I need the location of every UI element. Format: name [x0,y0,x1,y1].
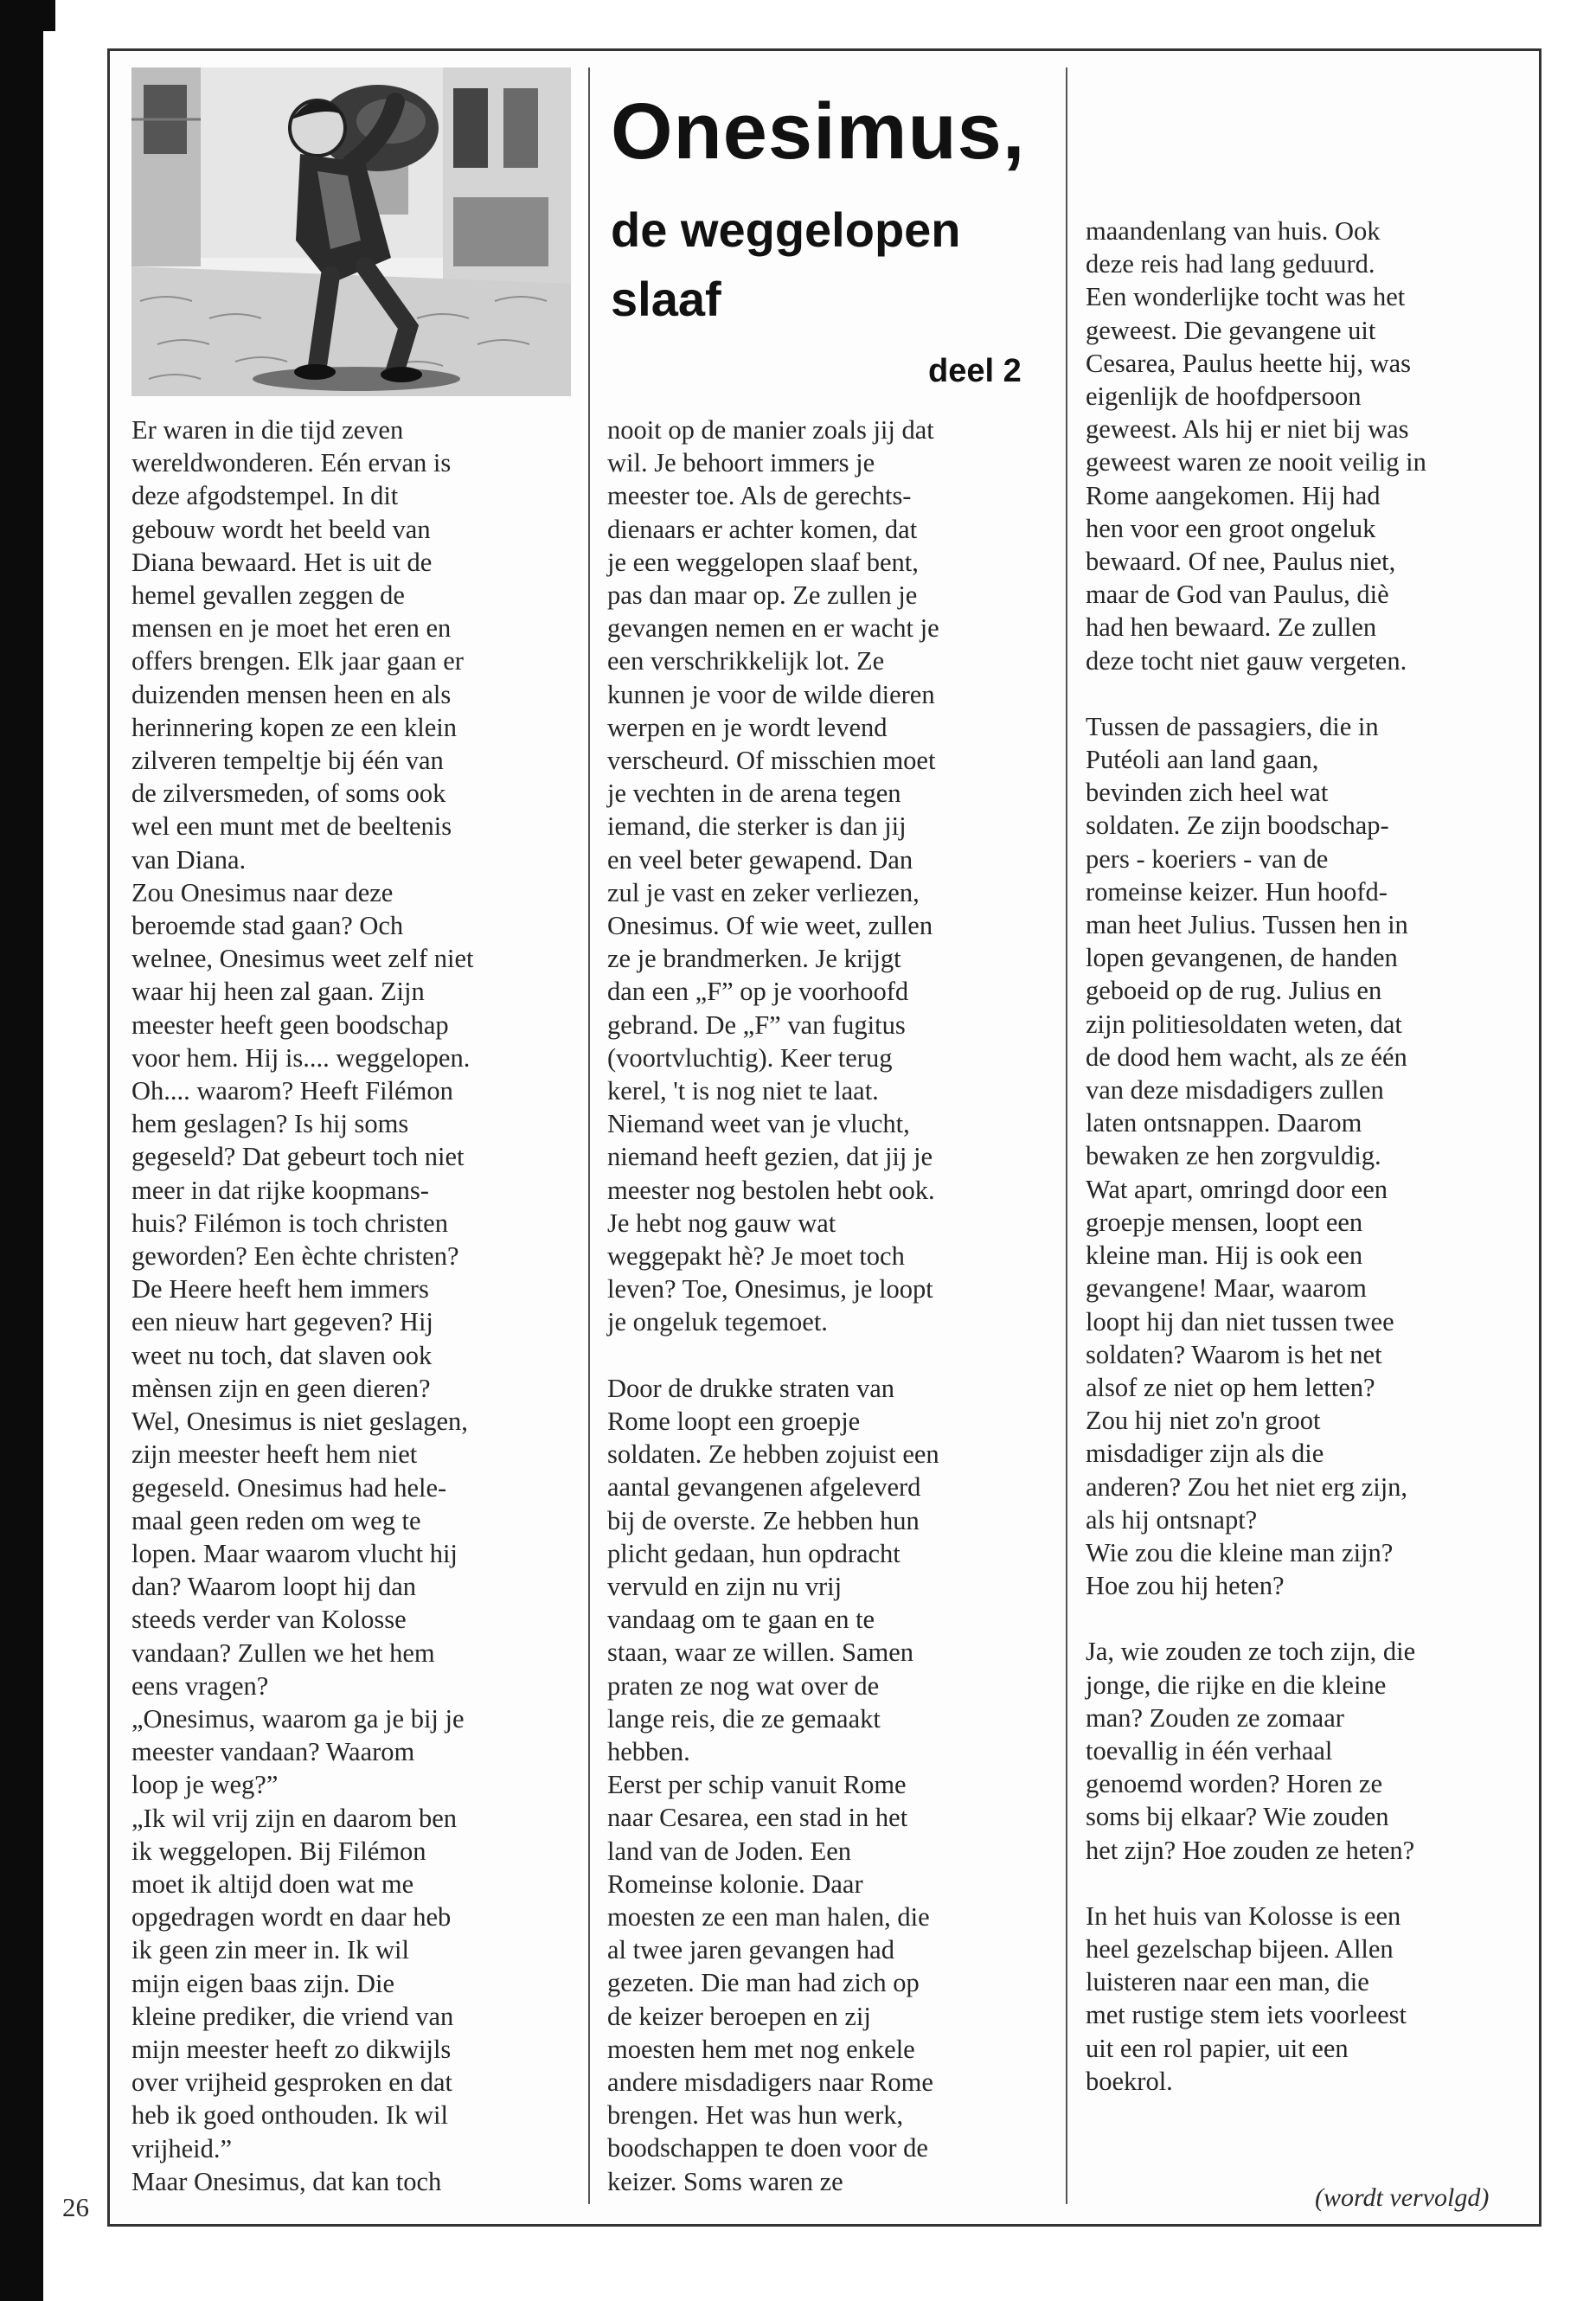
paragraph [1086,1635,1529,1866]
text-line: Tussen de passagiers, die in [1086,711,1379,741]
paragraph [1086,1536,1529,1602]
text-line: lange reis, die ze gemaakt [607,1703,881,1734]
text-line: je een weggelopen slaaf bent, [607,547,919,577]
text-line: naar Cesarea, een stad in het [607,1803,908,1833]
text-line: geweest. Die gevangene uit [1086,315,1376,345]
text-line: Wat apart, omringd door een [1086,1174,1388,1204]
text-line: luisteren naar een man, die [1086,1967,1369,1997]
paragraph [131,413,574,876]
text-line: moesten ze een man halen, die [607,1901,930,1932]
continued-note: (wordt vervolgd) [1315,2183,1490,2212]
binding-edge [0,0,43,2301]
text-line: gebouw wordt het beeld van [131,514,431,544]
text-line: welnee, Onesimus weet zelf niet [131,944,474,974]
text-line: geboeid op de rug. Julius en [1086,976,1382,1006]
paragraph [1086,710,1529,1536]
text-line: maandenlang van huis. Ook [1086,216,1381,246]
text-line: mensen en je moet het eren en [131,613,452,644]
binding-edge-notch [43,0,55,31]
paragraph [607,1372,1050,1768]
text-line: vandaag om te gaan en te [607,1605,875,1635]
text-line: wil. Je behoort immers je [607,448,875,478]
text-line: boekrol. [1086,2066,1173,2096]
text-line: hen voor een groot ongeluk [1086,513,1376,543]
subtitle-line: de weggelopen [611,202,961,257]
text-line: en veel beter gewapend. Dan [607,844,913,875]
text-line: meester heeft geen boodschap [131,1009,449,1040]
text-line: Rome aangekomen. Hij had [1086,480,1381,510]
text-line: Niemand weet van je vlucht, [607,1109,910,1139]
text-line: weggepakt hè? Je moet toch [607,1241,905,1272]
text-line: wel een munt met de beeltenis [131,811,452,842]
text-line: moesten hem met nog enkele [607,2034,915,2064]
text-line: Romeinse kolonie. Daar [607,1868,863,1899]
text-line: met rustige stem iets voorleest [1086,2000,1407,2030]
text-line: man? Zouden ze zomaar [1086,1702,1344,1733]
text-line: geweest. Als hij er niet bij was [1086,414,1409,445]
text-line: uit een rol papier, uit een [1086,2033,1349,2063]
text-line: soldaten? Waarom is het net [1086,1339,1382,1369]
text-line: deze tocht niet gauw vergeten. [1086,645,1407,676]
text-line: Er waren in die tijd zeven [131,415,404,445]
text-line: heel gezelschap bijeen. Allen [1086,1933,1394,1964]
text-line: pers - koeriers - van de [1086,843,1329,874]
text-line: groepje mensen, loopt een [1086,1207,1363,1237]
subtitle-line: slaaf [611,272,721,326]
text-line: laten ontsnappen. Daarom [1086,1108,1362,1138]
text-line: kleine prediker, die vriend van [131,2001,454,2031]
article-subtitle [611,195,961,334]
text-line: opgedragen wordt en daar heb [131,1902,452,1932]
text-line: De Heere heeft hem immers [131,1274,429,1304]
text-line: man heet Julius. Tussen hen in [1086,910,1408,940]
text-line: de keizer beroepen en zij [607,2001,871,2031]
text-line: over vrijheid gesproken en dat [131,2067,452,2098]
text-line: bij de overste. Ze hebben hun [607,1505,920,1535]
paragraph [131,876,574,1702]
text-line: boodschappen te doen voor de [607,2133,928,2163]
text-line: iemand, die sterker is dan jij [607,811,907,842]
text-line: de dood hem wacht, als ze één [1086,1042,1407,1072]
text-line: wereldwonderen. Eén ervan is [131,448,452,478]
text-line: soldaten. Ze hebben zojuist een [607,1439,939,1470]
text-line: bewaken ze hen zorgvuldig. [1086,1141,1381,1171]
text-column-1 [131,413,574,2198]
text-line: gevangen nemen en er wacht je [607,613,939,644]
text-line: bevinden zich heel wat [1086,778,1329,808]
text-line: moet ik altijd doen wat me [131,1868,414,1899]
text-line: gegeseld? Dat gebeurt toch niet [131,1142,465,1172]
text-line: brengen. Het was hun werk, [607,2100,904,2131]
text-line: huis? Filémon is toch christen [131,1208,448,1238]
text-line: meer in dat rijke koopmans- [131,1175,429,1205]
text-line: Wie zou die kleine man zijn? [1086,1537,1394,1567]
text-line: Maar Onesimus, dat kan toch [131,2166,442,2196]
text-line: Zou Onesimus naar deze [131,877,394,907]
text-line: alsof ze niet op hem letten? [1086,1372,1375,1402]
text-line: gegeseld. Onesimus had hele- [131,1472,447,1503]
paragraph [1086,215,1529,677]
text-line: staan, waar ze willen. Samen [607,1638,913,1668]
text-line: keizer. Soms waren ze [607,2166,843,2196]
text-line: werpen en je wordt levend [607,712,888,742]
text-line: loopt hij dan niet tussen twee [1086,1306,1394,1336]
text-line: herinnering kopen ze een klein [131,712,458,742]
text-line: genoemd worden? Horen ze [1086,1769,1382,1799]
text-line: maal geen reden om weg te [131,1505,421,1535]
text-line: bewaard. Of nee, Paulus niet, [1086,547,1396,577]
text-line: heb ik goed onthouden. Ik wil [131,2100,448,2131]
text-line: als hij ontsnapt? [1086,1504,1258,1535]
text-line: steeds verder van Kolosse [131,1605,407,1635]
text-line: Wel, Onesimus is niet geslagen, [131,1407,468,1437]
text-line: gebrand. De „F” van fugitus [607,1009,906,1040]
text-line: In het huis van Kolosse is een [1086,1900,1401,1931]
paragraph [131,2165,574,2198]
page-number: 26 [62,2192,89,2222]
text-line: nooit op de manier zoals jij dat [607,415,934,445]
running-man-with-sack-illustration [131,67,571,396]
text-line: hebben. [607,1736,690,1766]
text-line: anderen? Zou het niet erg zijn, [1086,1471,1408,1502]
text-line: toevallig in één verhaal [1086,1735,1333,1766]
paragraph [131,1702,574,1802]
text-column-2 [607,413,1050,2198]
text-line: meester vandaan? Waarom [131,1737,415,1767]
text-line: Je hebt nog gauw wat [607,1208,836,1238]
text-line: lopen. Maar waarom vlucht hij [131,1538,458,1568]
text-line: dan een „F” op je voorhoofd [607,977,909,1007]
text-line: maar de God van Paulus, diè [1086,580,1389,610]
text-line: Rome loopt een groepje [607,1406,861,1436]
text-line: mijn meester heeft zo dikwijls [131,2034,452,2064]
column-divider [588,67,590,2204]
text-line: Oh.... waarom? Heeft Filémon [131,1076,453,1106]
text-line: het zijn? Hoe zouden ze heten? [1086,1835,1415,1865]
text-line: romeinse keizer. Hun hoofd- [1086,876,1388,907]
text-line: vervuld en zijn nu vrij [607,1571,843,1601]
text-line: eens vragen? [131,1670,269,1701]
text-line: plicht gedaan, hun opdracht [607,1538,901,1568]
text-line: gevangene! Maar, waarom [1086,1273,1367,1304]
text-line: had hen bewaard. Ze zullen [1086,612,1377,643]
text-line: hem geslagen? Is hij soms [131,1109,409,1139]
text-line: vandaan? Zullen we het hem [131,1638,435,1668]
text-line: aantal gevangenen afgeleverd [607,1472,921,1503]
text-line: „Onesimus, waarom ga je bij je [131,1703,465,1734]
text-line: een verschrikkelijk lot. Ze [607,646,885,676]
text-line: kunnen je voor de wilde dieren [607,679,935,709]
text-line: deze reis had lang geduurd. [1086,249,1375,279]
text-line: jonge, die rijke en die kleine [1086,1670,1387,1700]
text-line: misdadiger zijn als die [1086,1439,1324,1469]
text-line: dan? Waarom loopt hij dan [131,1572,417,1602]
text-line: Onesimus. Of wie weet, zullen [607,911,933,941]
text-line: kerel, 't is nog niet te laat. [607,1076,879,1106]
text-line: hemel gevallen zeggen de [131,580,405,611]
text-line: soms bij elkaar? Wie zouden [1086,1802,1389,1832]
text-line: zijn meester heeft hem niet [131,1439,418,1470]
paragraph [607,413,1050,1339]
column-divider [1066,67,1067,2204]
text-line: vrijheid.” [131,2133,233,2163]
text-line: niemand heeft gezien, dat jij je [607,1142,933,1172]
text-line: weet nu toch, dat slaven ook [131,1340,433,1370]
text-line: van deze misdadigers zullen [1086,1075,1384,1106]
text-line: praten ze nog wat over de [607,1670,880,1701]
text-line: een nieuw hart gegeven? Hij [131,1307,433,1337]
text-line: gezeten. Die man had zich op [607,1968,920,1998]
paragraph [1086,1900,1529,2098]
paragraph [131,1802,574,2165]
text-line: Cesarea, Paulus heette hij, was [1086,348,1412,378]
text-line: geworden? Een èchte christen? [131,1241,459,1272]
text-line: Ja, wie zouden ze toch zijn, die [1086,1637,1416,1667]
text-line: Zou hij niet zo'n groot [1086,1406,1321,1436]
text-line: zilveren tempeltje bij één van [131,746,444,776]
text-line: Een wonderlijke tocht was het [1086,282,1406,312]
text-line: andere misdadigers naar Rome [607,2067,933,2097]
part-label: deel 2 [928,353,1022,389]
text-line: mijn eigen baas zijn. Die [131,1968,395,1998]
text-line: (voortvluchtig). Keer terug [607,1042,893,1073]
text-line: beroemde stad gaan? Och [131,911,404,941]
text-line: loop je weg?” [131,1770,279,1800]
text-line: meester nog bestolen hebt ook. [607,1175,935,1205]
text-line: de zilversmeden, of soms ook [131,779,446,809]
text-line: meester toe. Als de gerechts- [607,481,912,511]
text-line: ze je brandmerken. Je krijgt [607,944,901,974]
text-line: offers brengen. Elk jaar gaan er [131,646,464,676]
text-line: Door de drukke straten van [607,1373,895,1403]
text-line: deze afgodstempel. In dit [131,481,399,511]
text-column-3 [1086,215,1529,2098]
text-line: zijn politiesoldaten weten, dat [1086,1009,1402,1039]
text-line: land van de Joden. Een [607,1836,852,1866]
text-line: je ongeluk tegemoet. [607,1307,828,1337]
text-line: Diana bewaard. Het is uit de [131,547,433,577]
text-line: waar hij heen zal gaan. Zijn [131,977,425,1007]
text-line: verscheurd. Of misschien moet [607,746,936,776]
text-line: Putéoli aan land gaan, [1086,745,1319,775]
text-line: voor hem. Hij is.... weggelopen. [131,1042,471,1073]
text-line: pas dan maar op. Ze zullen je [607,580,918,611]
text-line: duizenden mensen heen en als [131,679,452,709]
text-line: lopen gevangenen, de handen [1086,943,1398,973]
text-line: leven? Toe, Onesimus, je loopt [607,1274,933,1304]
text-line: al twee jaren gevangen had [607,1935,894,1965]
text-line: soldaten. Ze zijn boodschap- [1086,811,1389,841]
article-title: Onesimus, [611,87,1026,176]
text-line: Hoe zou hij heten? [1086,1571,1285,1601]
text-line: zul je vast en zeker verliezen, [607,877,920,907]
text-line: „Ik wil vrij zijn en daarom ben [131,1803,458,1833]
text-line: eigenlijk de hoofdpersoon [1086,381,1362,412]
text-line: dienaars er achter komen, dat [607,514,918,544]
text-line: geweest waren ze nooit veilig in [1086,447,1426,478]
text-line: Eerst per schip vanuit Rome [607,1770,907,1800]
paragraph [607,1768,1050,2198]
text-line: ik geen zin meer in. Ik wil [131,1935,409,1965]
text-line: mènsen zijn en geen dieren? [131,1373,431,1403]
text-line: ik weggelopen. Bij Filémon [131,1836,426,1866]
text-line: van Diana. [131,844,247,875]
text-line: je vechten in de arena tegen [607,779,901,809]
text-line: kleine man. Hij is ook een [1086,1240,1363,1271]
